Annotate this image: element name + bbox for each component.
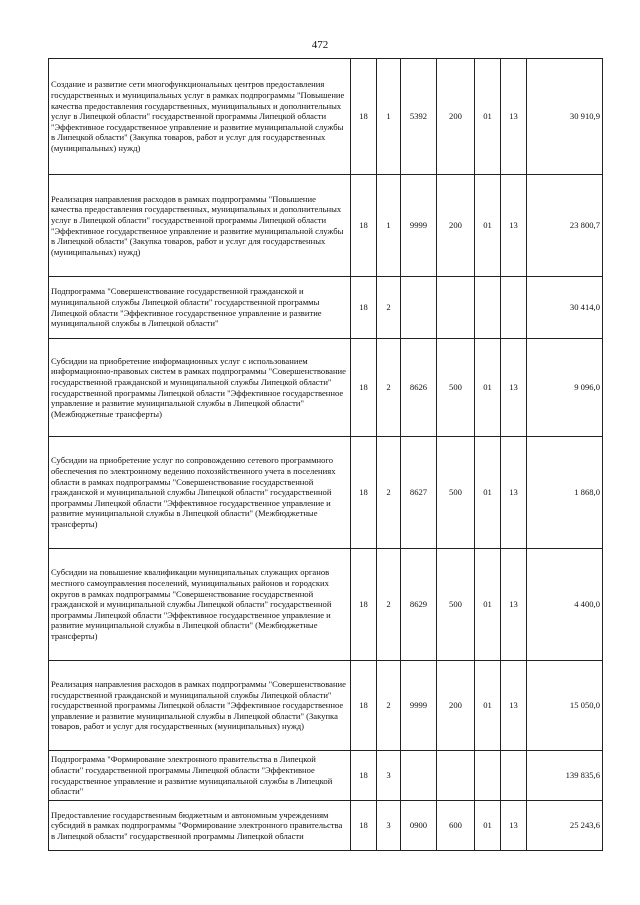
row-name: Субсидии на приобретение информационных услуг с использованием информационно-правовых систем в рамках подпрограммы "Совершенствование государственной гражданской и муниципальной службы Липецкой области" государственной программы Липецкой области "Эффективное государственное управление и развитие муниципальной службы в Липецкой области" (Межбюджетные трансферты) bbox=[49, 339, 351, 437]
table-row bbox=[49, 751, 603, 801]
amount-cell: 23 800,7 bbox=[527, 175, 603, 277]
code-cell: 13 bbox=[501, 59, 527, 175]
amount-cell: 139 835,6 bbox=[527, 751, 603, 801]
code-cell: 13 bbox=[501, 437, 527, 549]
budget-table bbox=[48, 58, 603, 851]
code-cell: 01 bbox=[475, 339, 501, 437]
table-row bbox=[49, 175, 603, 277]
code-cell: 3 bbox=[377, 801, 401, 851]
table-row bbox=[49, 277, 603, 339]
row-name: Субсидии на повышение квалификации муниципальных служащих органов местного самоуправления поселений, муниципальных районов и городских округов в рамках подпрограммы "Совершенствование государственной гражданской и муниципальной службы Липецкой области" государственной программы Липецкой области "Эффективное государственное управление и развитие муниципальной службы в Липецкой области" (Межбюджетные трансферты) bbox=[49, 549, 351, 661]
row-name: Субсидии на приобретение услуг по сопровождению сетевого программного обеспечения по электронному ведению похозяйственного учета в поселениях области в рамках подпрограммы "Совершенствование государственной гражданской и муниципальной службы Липецкой области" государственной программы Липецкой области "Эффективное государственное управление и развитие муниципальной службы в Липецкой области" (Межбюджетные трансферты) bbox=[49, 437, 351, 549]
code-cell: 2 bbox=[377, 339, 401, 437]
code-cell: 13 bbox=[501, 801, 527, 851]
code-cell: 200 bbox=[437, 661, 475, 751]
code-cell: 2 bbox=[377, 661, 401, 751]
code-cell: 9999 bbox=[401, 661, 437, 751]
amount-cell: 30 414,0 bbox=[527, 277, 603, 339]
code-cell bbox=[475, 277, 501, 339]
code-cell: 01 bbox=[475, 437, 501, 549]
code-cell bbox=[437, 751, 475, 801]
table-row bbox=[49, 339, 603, 437]
code-cell: 0900 bbox=[401, 801, 437, 851]
code-cell: 13 bbox=[501, 339, 527, 437]
code-cell: 13 bbox=[501, 175, 527, 277]
code-cell: 5392 bbox=[401, 59, 437, 175]
code-cell: 18 bbox=[351, 277, 377, 339]
code-cell: 500 bbox=[437, 339, 475, 437]
row-name: Подпрограмма "Совершенствование государственной гражданской и муниципальной службы Липецкой области" государственной программы Липецкой области "Эффективное государственное управление и развитие муниципальной службы в Липецкой области" bbox=[49, 277, 351, 339]
code-cell: 18 bbox=[351, 801, 377, 851]
code-cell: 13 bbox=[501, 661, 527, 751]
code-cell bbox=[437, 277, 475, 339]
amount-cell: 4 400,0 bbox=[527, 549, 603, 661]
amount-cell: 1 868,0 bbox=[527, 437, 603, 549]
code-cell: 01 bbox=[475, 59, 501, 175]
code-cell: 2 bbox=[377, 277, 401, 339]
code-cell: 18 bbox=[351, 437, 377, 549]
code-cell: 18 bbox=[351, 751, 377, 801]
code-cell bbox=[401, 277, 437, 339]
code-cell: 8627 bbox=[401, 437, 437, 549]
amount-cell: 9 096,0 bbox=[527, 339, 603, 437]
code-cell: 1 bbox=[377, 175, 401, 277]
row-name: Реализация направления расходов в рамках подпрограммы "Повышение качества предоставления государственных, муниципальных и дополнительных услуг в Липецкой области" государственной программы Липецкой области "Эффективное государственное управление и развитие муниципальной службы в Липецкой области" (Закупка товаров, работ и услуг для государственных (муниципальных) нужд) bbox=[49, 175, 351, 277]
code-cell: 9999 bbox=[401, 175, 437, 277]
row-name: Создание и развитие сети многофункциональных центров предоставления государственных и муниципальных услуг в рамках подпрограммы "Повышение качества предоставления государственных, муниципальных и дополнительных услуг в Липецкой области" государственной программы Липецкой области "Эффективное государственное управление и развитие муниципальной службы в Липецкой области" (Закупка товаров, работ и услуг для государственных (муниципальных) нужд) bbox=[49, 59, 351, 175]
code-cell bbox=[475, 751, 501, 801]
code-cell: 1 bbox=[377, 59, 401, 175]
code-cell: 500 bbox=[437, 549, 475, 661]
code-cell: 18 bbox=[351, 661, 377, 751]
code-cell: 18 bbox=[351, 339, 377, 437]
code-cell bbox=[401, 751, 437, 801]
code-cell: 01 bbox=[475, 801, 501, 851]
row-name: Подпрограмма "Формирование электронного правительства в Липецкой области" государственной программы Липецкой области "Эффективное государственное управление и развитие муниципальной службы в Липецкой области" bbox=[49, 751, 351, 801]
code-cell: 18 bbox=[351, 59, 377, 175]
code-cell: 8626 bbox=[401, 339, 437, 437]
code-cell: 8629 bbox=[401, 549, 437, 661]
table-row bbox=[49, 59, 603, 175]
amount-cell: 15 050,0 bbox=[527, 661, 603, 751]
code-cell: 2 bbox=[377, 437, 401, 549]
row-name: Реализация направления расходов в рамках подпрограммы "Совершенствование государственной гражданской и муниципальной службы Липецкой области" государственной программы Липецкой области "Эффективное государственное управление и развитие муниципальной службы в Липецкой области" (Закупка товаров, работ и услуг для государственных (муниципальных) нужд) bbox=[49, 661, 351, 751]
table-row bbox=[49, 801, 603, 851]
amount-cell: 25 243,6 bbox=[527, 801, 603, 851]
table-row bbox=[49, 549, 603, 661]
code-cell: 01 bbox=[475, 175, 501, 277]
code-cell: 18 bbox=[351, 549, 377, 661]
amount-cell: 30 910,9 bbox=[527, 59, 603, 175]
code-cell: 200 bbox=[437, 59, 475, 175]
code-cell: 3 bbox=[377, 751, 401, 801]
code-cell: 01 bbox=[475, 549, 501, 661]
code-cell: 600 bbox=[437, 801, 475, 851]
row-name: Предоставление государственным бюджетным и автономным учреждениям субсидий в рамках подпрограммы "Формирование электронного правительства в Липецкой области" государственной программы Липецкой области bbox=[49, 801, 351, 851]
code-cell: 200 bbox=[437, 175, 475, 277]
table-row bbox=[49, 661, 603, 751]
code-cell: 18 bbox=[351, 175, 377, 277]
code-cell: 2 bbox=[377, 549, 401, 661]
code-cell bbox=[501, 751, 527, 801]
code-cell: 13 bbox=[501, 549, 527, 661]
code-cell bbox=[501, 277, 527, 339]
page-number: 472 bbox=[311, 39, 329, 51]
code-cell: 500 bbox=[437, 437, 475, 549]
code-cell: 01 bbox=[475, 661, 501, 751]
table-row bbox=[49, 437, 603, 549]
